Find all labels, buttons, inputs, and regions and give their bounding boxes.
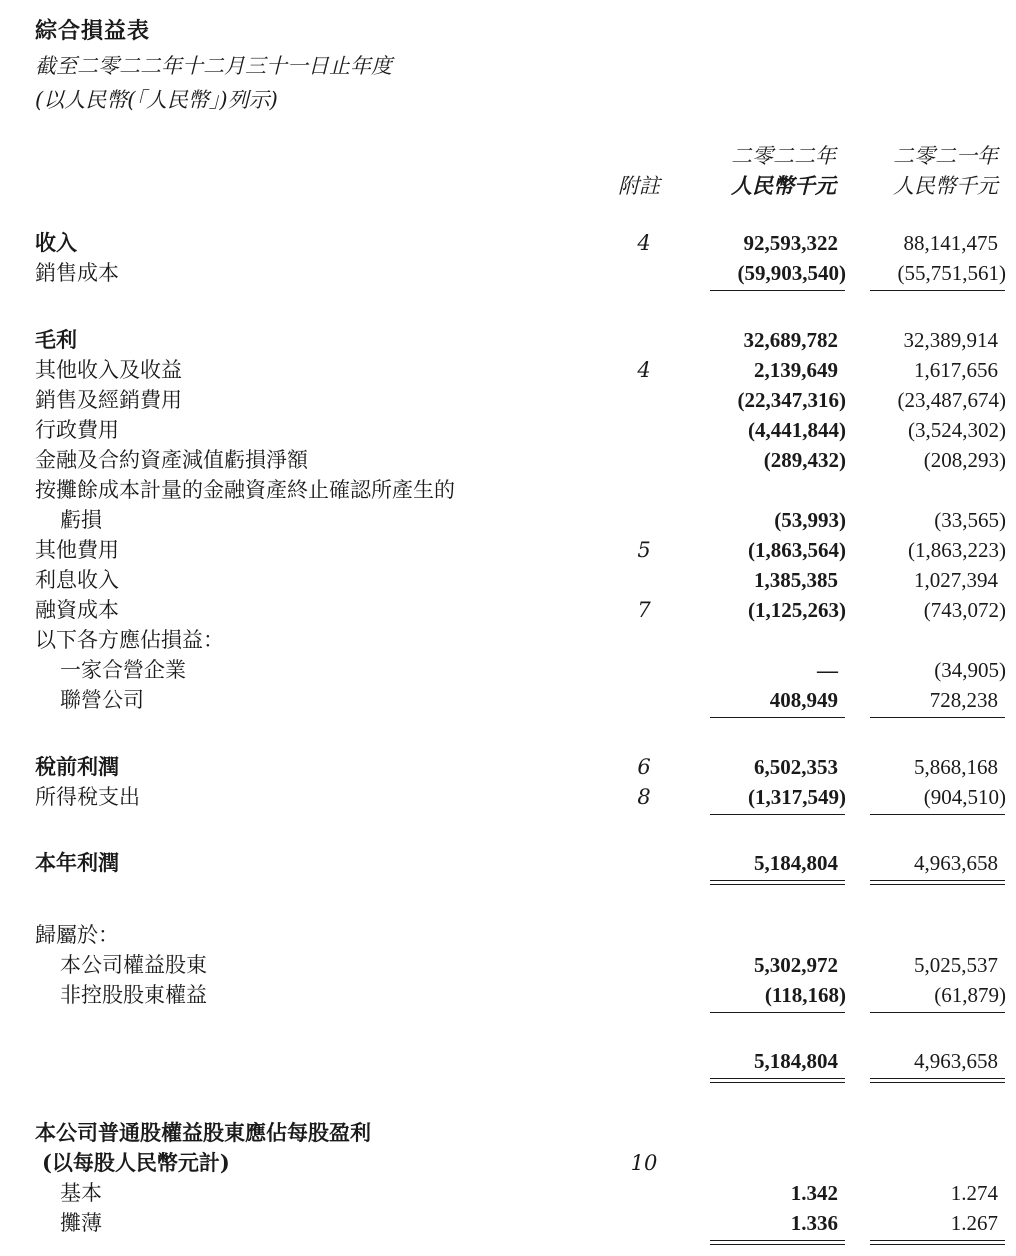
row-note: 7: [637, 598, 651, 622]
table-row: [0, 258, 1016, 288]
row-label: 毛利: [35, 327, 77, 352]
row-value-2021: 1.267: [950, 1211, 998, 1235]
table-row: [0, 505, 1016, 535]
row-label: 虧損: [60, 508, 102, 532]
row-value-2022: (59,903,540): [737, 261, 846, 285]
table-row: [0, 950, 1016, 980]
row-label: 銷售及經銷費用: [35, 388, 182, 412]
subtotal-rule: [870, 814, 1005, 815]
column-unit-2021: 人民幣千元: [893, 174, 998, 198]
statement-title: 綜合損益表: [35, 18, 151, 44]
table-row: [0, 385, 1016, 415]
row-label: 融資成本: [35, 598, 119, 622]
row-value-2021: (1,863,223): [908, 538, 1006, 562]
table-row: [0, 782, 1016, 812]
row-value-2021: 1,617,656: [914, 358, 998, 382]
row-value-2022: (1,125,263): [748, 598, 846, 622]
row-label: 稅前利潤: [35, 754, 119, 779]
table-row: [0, 848, 1016, 878]
row-label: 其他費用: [35, 538, 119, 562]
subtotal-rule: [710, 290, 845, 291]
row-note: 6: [637, 755, 651, 779]
row-value-2022: (1,317,549): [748, 785, 846, 809]
column-year-2022: 二零二二年: [731, 144, 836, 168]
row-value-2021: 88,141,475: [903, 231, 998, 255]
row-value-2021: (55,751,561): [897, 261, 1006, 285]
subtotal-rule: [870, 290, 1005, 291]
table-row: [0, 445, 1016, 475]
row-value-2022: (118,168): [764, 983, 846, 1007]
row-label: 本公司普通股權益股東應佔每股盈利: [35, 1120, 371, 1145]
row-value-2022: 92,593,322: [743, 231, 838, 255]
row-label: 所得稅支出: [35, 785, 140, 809]
column-unit-2022: 人民幣千元: [731, 173, 836, 198]
row-value-2021: 4,963,658: [914, 1049, 998, 1073]
row-label: 非控股股東權益: [60, 983, 207, 1007]
subtotal-rule: [870, 1012, 1005, 1013]
table-row: [0, 625, 1016, 655]
row-value-2022: 6,502,353: [754, 755, 838, 779]
row-label: 利息收入: [35, 568, 119, 592]
subtotal-rule: [710, 814, 845, 815]
subtotal-rule: [870, 717, 1005, 718]
table-row: [0, 1148, 1016, 1178]
total-double-rule: [710, 880, 845, 885]
row-value-2022: (4,441,844): [748, 418, 846, 442]
row-value-2021: (904,510): [923, 785, 1006, 809]
row-value-2022: 2,139,649: [754, 358, 838, 382]
row-label: 銷售成本: [35, 261, 119, 285]
table-row: [0, 1178, 1016, 1208]
row-value-2022: (22,347,316): [737, 388, 846, 412]
row-note: 4: [637, 231, 651, 255]
row-value-2021: 5,868,168: [914, 755, 998, 779]
row-label: 聯營公司: [60, 688, 144, 712]
table-row: [0, 1046, 1016, 1076]
total-double-rule: [870, 880, 1005, 885]
row-value-2022: 408,949: [769, 688, 838, 712]
row-value-2022: 1.342: [790, 1181, 838, 1205]
table-row: [0, 535, 1016, 565]
row-value-2021: (23,487,674): [897, 388, 1006, 412]
row-note: 4: [637, 358, 651, 382]
table-row: [0, 475, 1016, 505]
total-double-rule: [870, 1078, 1005, 1083]
row-note: 5: [637, 538, 651, 562]
table-row: [0, 595, 1016, 625]
row-value-2021: (33,565): [934, 508, 1006, 532]
row-value-2022: 1.336: [790, 1211, 838, 1235]
row-value-2022: (53,993): [774, 508, 846, 532]
total-double-rule: [710, 1240, 845, 1245]
table-row: [0, 1208, 1016, 1238]
row-label: 金融及合約資產減值虧損淨額: [35, 448, 308, 472]
row-value-2021: 1,027,394: [914, 568, 998, 592]
row-label: 本公司權益股東: [60, 953, 207, 977]
table-row: [0, 415, 1016, 445]
row-label: 一家合營企業: [60, 658, 186, 682]
row-value-2022: 5,184,804: [754, 1049, 838, 1073]
table-row: [0, 752, 1016, 782]
statement-period: 截至二零二二年十二月三十一日止年度: [35, 54, 392, 78]
total-double-rule: [870, 1240, 1005, 1245]
row-value-2021: 5,025,537: [914, 953, 998, 977]
row-value-2022: 5,302,972: [754, 953, 838, 977]
row-value-2021: 32,389,914: [903, 328, 998, 352]
row-label: 行政費用: [35, 418, 119, 442]
row-label: 按攤餘成本計量的金融資產終止確認所產生的: [35, 478, 455, 502]
row-note: 10: [630, 1151, 658, 1175]
row-value-2022: 1,385,385: [754, 568, 838, 592]
statement-currency-note: (以人民幣(「人民幣」)列示): [35, 88, 278, 112]
row-value-2022: (1,863,564): [748, 538, 846, 562]
table-row: [0, 920, 1016, 950]
column-note-header: 附註: [618, 174, 660, 198]
row-label: 收入: [35, 230, 77, 255]
row-label: 歸屬於：: [35, 923, 119, 947]
row-label: 本年利潤: [35, 850, 119, 875]
row-value-2021: 4,963,658: [914, 851, 998, 875]
table-row: [0, 355, 1016, 385]
row-note: 8: [637, 785, 651, 809]
row-value-2021: (743,072): [923, 598, 1006, 622]
table-row: [0, 655, 1016, 685]
row-value-2021: 1.274: [950, 1181, 998, 1205]
row-label: 以下各方應佔損益：: [35, 628, 224, 652]
row-value-2021: (208,293): [923, 448, 1006, 472]
row-value-2021: 728,238: [929, 688, 998, 712]
row-label: 基本: [60, 1181, 102, 1205]
row-value-2022: 5,184,804: [754, 851, 838, 875]
table-row: [0, 980, 1016, 1010]
subtotal-rule: [710, 1012, 845, 1013]
table-row: [0, 1118, 1016, 1148]
table-row: [0, 325, 1016, 355]
row-value-2021: (34,905): [934, 658, 1006, 682]
row-value-2022: (289,432): [763, 448, 846, 472]
row-value-2022: 32,689,782: [743, 328, 838, 352]
subtotal-rule: [710, 717, 845, 718]
column-year-2021: 二零二一年: [893, 144, 998, 168]
table-row: [0, 565, 1016, 595]
row-label: 其他收入及收益: [35, 358, 182, 382]
table-row: [0, 685, 1016, 715]
total-double-rule: [710, 1078, 845, 1083]
row-label: 攤薄: [60, 1211, 102, 1235]
row-label: (以每股人民幣元計): [42, 1150, 230, 1175]
row-value-2021: (61,879): [934, 983, 1006, 1007]
table-row: [0, 228, 1016, 258]
row-value-2021: (3,524,302): [908, 418, 1006, 442]
row-value-2022: —: [817, 658, 838, 682]
